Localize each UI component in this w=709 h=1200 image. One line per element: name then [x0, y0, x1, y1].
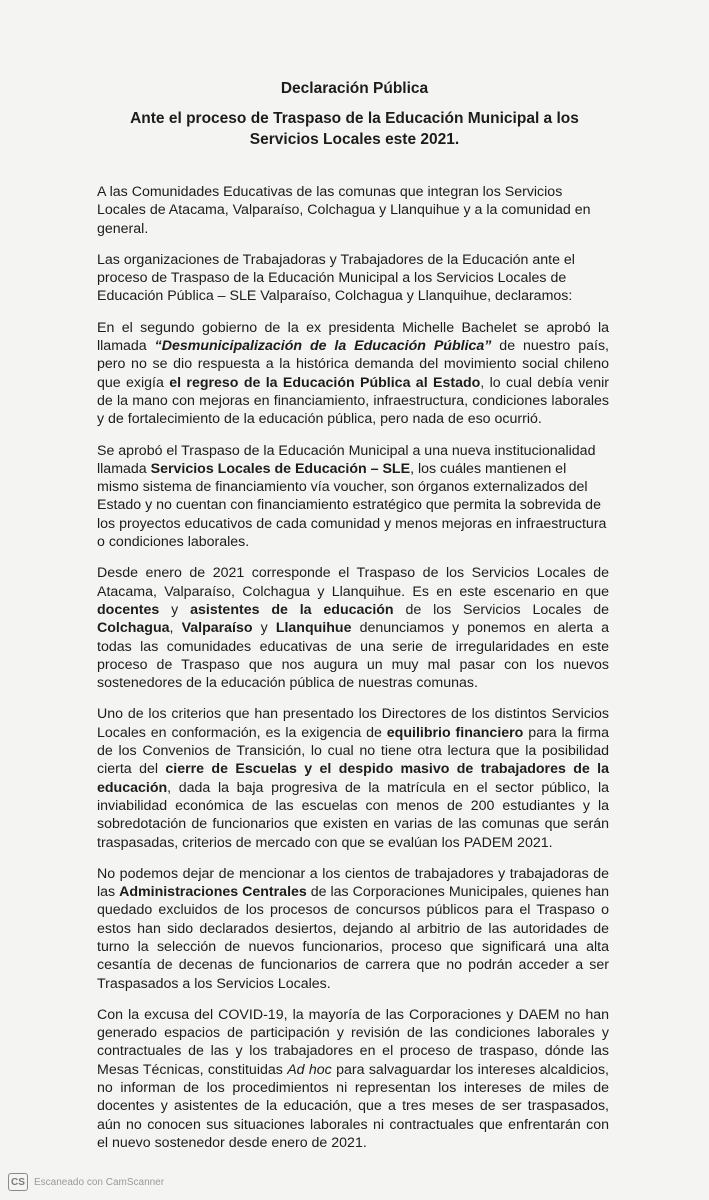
body-text: de los Servicios Locales de — [393, 601, 609, 618]
body-text: denunciamos y ponemos en alerta a todas las comunidades educativas de una serie de irregularidades en este proceso de Traspaso que nos augura un muy mal pasar con los nuevos sostenedores de la educación pública de nuestras comunas. — [97, 620, 609, 692]
body-text: Uno de los criterios que han presentado los Directores de los distintos Servicios Locales en conformación, es la exigencia de — [97, 706, 609, 741]
emphasis-text: Administraciones Centrales — [119, 884, 307, 901]
body-text: En el segundo gobierno de la ex presidenta Michelle Bachelet se aprobó la llamada — [97, 319, 609, 355]
body-paragraph — [97, 442, 609, 552]
body-paragraph — [97, 319, 609, 429]
body-text: de nuestro país, pero no se dio respuesta a la histórica demanda del movimiento social chileno que exigía — [97, 338, 609, 391]
body-text: Con la excusa del COVID-19, la mayoría de las Corporaciones y DAEM no han generado espacios de participación y revisión de las condiciones laborales y contractuales de las y los trabajadores en el proceso de traspaso, dónde las Mesas Técnicas, constituidas — [97, 1006, 609, 1078]
body-text: A las Comunidades Educativas de las comunas que integran los Servicios Locales de Atacama, Valparaíso, Colchagua y Llanquihue y a la comunidad en general. — [97, 184, 591, 237]
document-title: Declaración Pública — [280, 80, 429, 97]
emphasis-text: cierre de Escuelas y el despido masivo de trabajadores de la educación — [97, 761, 610, 796]
body-text: , los cuáles mantienen el mismo sistema de financiamiento vía voucher, son órganos externalizados del Estado y no cuentan con financiamiento estratégico que permita la sobrevida de los proyectos educativos de cada comunidad y menos mejoras en infraestructura o condiciones laborales. — [97, 460, 607, 551]
body-text: para salvaguardar los intereses alcaldicios, no informan de los procedimientos ni representan los intereses de miles de docentes y asistentes de la educación, que a tres meses de ser traspasados, aún no conocen sus situaciones laborales ni contractuales que enfrentarán con el nuevo sostenedor desde enero de 2021. — [97, 1061, 609, 1151]
body-text: para la firma de los Convenios de Transición, lo cual no tiene otra lectura que la posibilidad cierta del — [97, 724, 609, 778]
emphasis-text: Valparaíso — [181, 620, 253, 637]
emphasis-text: docentes — [97, 601, 160, 618]
camscanner-footer — [8, 1170, 164, 1194]
body-text: y — [159, 601, 191, 618]
camscanner-logo-icon: CS — [8, 1173, 28, 1191]
emphasis-text: Servicios Locales de Educación – SLE — [150, 460, 411, 477]
emphasis-text: “Desmunicipalización de la Educación Pública” — [154, 338, 492, 355]
document-subtitle: Ante el proceso de Traspaso de la Educación Municipal a los Servicios Locales este 2021. — [130, 110, 579, 148]
emphasis-text: equilibrio financiero — [386, 724, 524, 741]
document-body — [97, 183, 609, 1165]
emphasis-text: Colchagua — [97, 620, 170, 637]
body-text: Desde enero de 2021 corresponde el Traspaso de los Servicios Locales de Atacama, Valparaíso, Colchagua y Llanquihue. Es en este escenario en que — [97, 565, 609, 600]
body-text: , lo cual debía venir de la mano con mejoras en financiamiento, infraestructura, condiciones laborales y de fortalecimiento de la educación pública, pero nada de eso ocurrió. — [97, 374, 609, 428]
body-paragraph — [97, 1006, 609, 1152]
body-text: , dada la baja progresiva de la matrícula en el sector público, la inviabilidad económica de las escuelas con menos de 200 estudiantes y la sobredotación de funcionarios que existen en varias de las comunas que serán traspasadas, criterios de mercado con que se evalúan los PADEM 2021. — [97, 779, 609, 851]
body-paragraph — [97, 705, 609, 851]
body-paragraph — [97, 251, 609, 306]
body-text: , — [169, 620, 182, 637]
body-text: No podemos dejar de mencionar a los cientos de trabajadores y trabajadoras de las — [97, 865, 609, 901]
body-paragraph — [97, 564, 609, 692]
body-text: de las Corporaciones Municipales, quienes han quedado excluidos de los procesos de concursos públicos para el Traspaso o estos han sido declarados desiertos, dejando al arbitrio de las autoridades de turno la selección de nuevos funcionarios, proceso que significará una alta cesantía de decenas de funcionarios de carrera que no podrán acceder a ser Traspasados a los Servicios Locales. — [97, 884, 610, 992]
emphasis-text: Llanquihue — [275, 620, 352, 637]
camscanner-watermark-text: Escaneado con CamScanner — [34, 1176, 165, 1188]
body-text: y — [252, 620, 276, 637]
body-text: Las organizaciones de Trabajadoras y Trabajadores de la Educación ante el proceso de Traspaso de la Educación Municipal a los Servicios Locales de Educación Pública – SLE Valparaíso, Colchagua y Llanquihue, declaramos: — [97, 251, 575, 305]
emphasis-text: el regreso de la Educación Pública al Estado — [169, 374, 481, 391]
body-text: Se aprobó el Traspaso de la Educación Municipal a una nueva institucionalidad llamada — [97, 442, 596, 477]
body-paragraph — [97, 183, 609, 238]
emphasis-text: asistentes de la educación — [190, 601, 394, 618]
body-paragraph — [97, 865, 609, 993]
emphasis-text — [155, 338, 492, 354]
emphasis-text: Ad hoc — [287, 1061, 332, 1078]
